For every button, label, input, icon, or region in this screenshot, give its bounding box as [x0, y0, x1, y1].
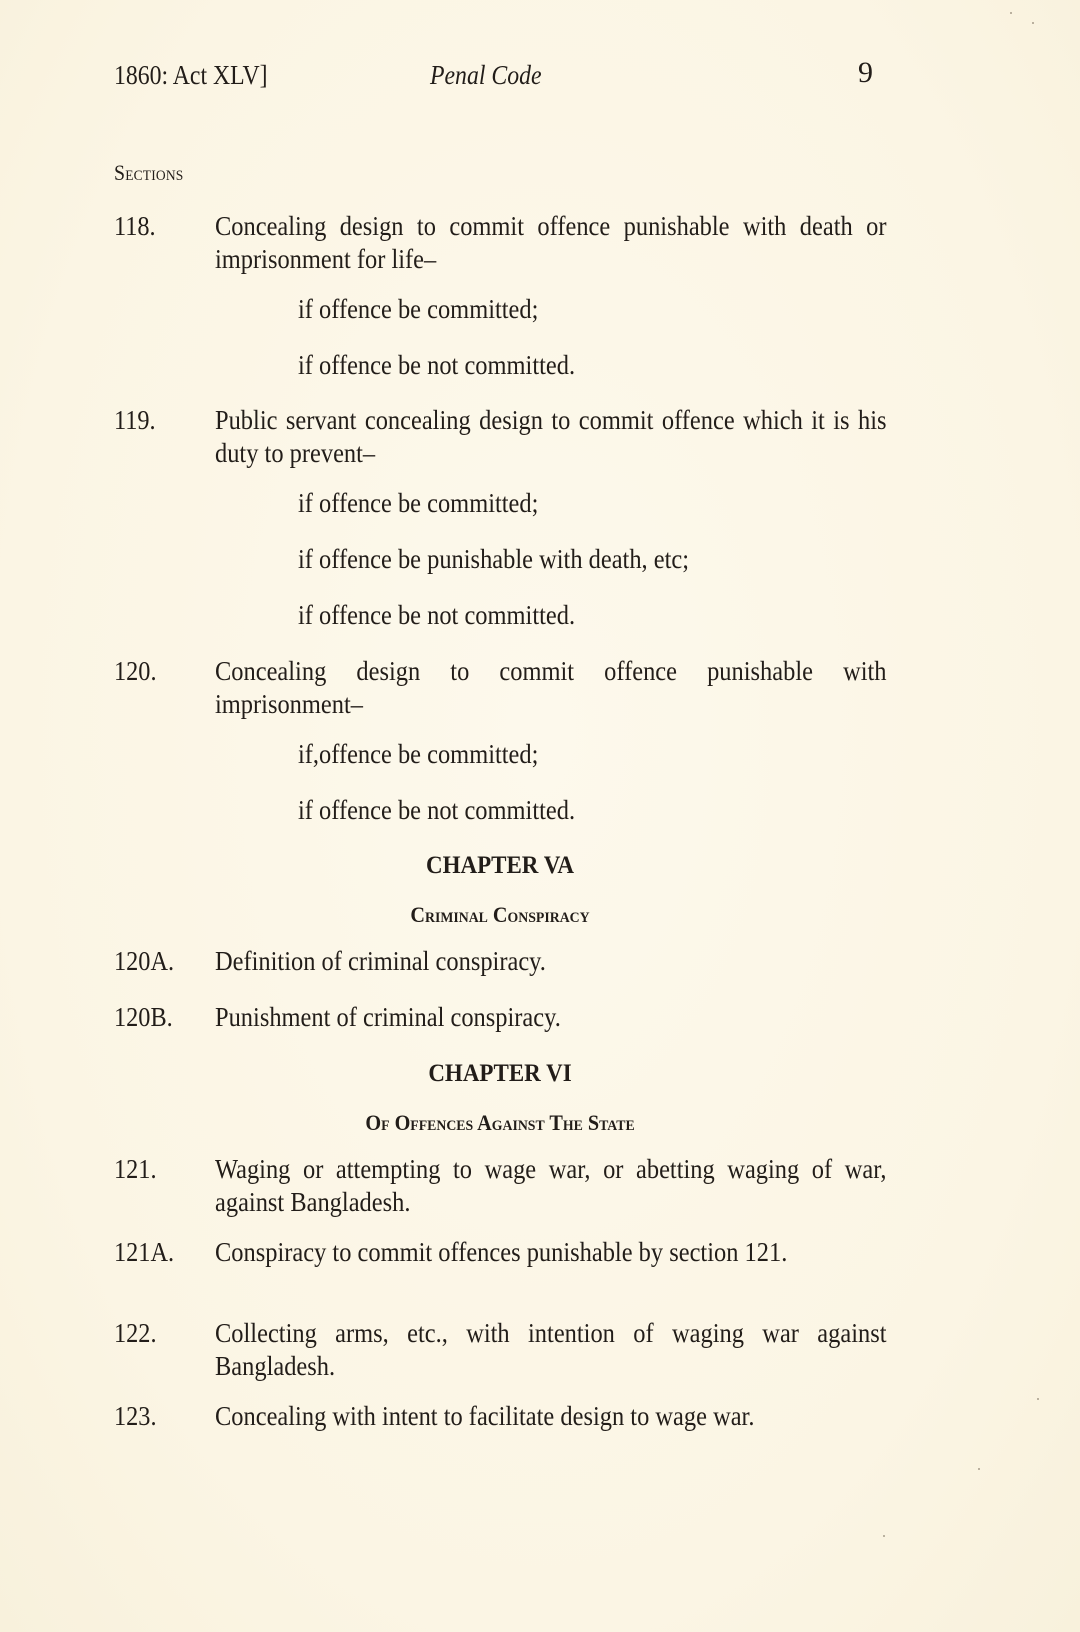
section-entry-121a: [114, 1236, 894, 1269]
section-title: Concealing with intent to facilitate design to wage war.: [215, 1401, 755, 1431]
section-number: 119.: [114, 405, 156, 435]
section-title: Collecting arms, etc., with intention of waging war against Bangladesh.: [215, 1318, 887, 1381]
act-reference: 1860: Act XLV]: [114, 60, 268, 90]
section-sub-clause: if offence be punishable with death, etc;: [298, 544, 690, 574]
section-entry-118: [114, 210, 894, 276]
section-entry-120: [114, 655, 894, 721]
sections-heading: Sections: [114, 160, 184, 185]
chapter-vi-title: CHAPTER VI: [428, 1060, 572, 1087]
section-sub-clause: if offence be not committed.: [298, 350, 576, 380]
section-title: Concealing design to commit offence punishable with death or imprisonment for life–: [215, 211, 887, 274]
section-sub-clause: if,offence be committed;: [298, 739, 539, 769]
section-number: 123.: [114, 1401, 157, 1431]
section-title: Waging or attempting to wage war, or abetting waging of war, against Bangladesh.: [215, 1154, 887, 1217]
paper-speck: [1037, 1398, 1039, 1400]
section-entry-119: [114, 404, 894, 470]
chapter-vi-subtitle: Of Offences Against The State: [365, 1110, 635, 1135]
section-number: 120B.: [114, 1002, 173, 1032]
paper-speck: [1032, 22, 1034, 24]
section-number: 120A.: [114, 946, 175, 976]
section-sub-clause: if offence be committed;: [298, 488, 539, 518]
section-number: 120.: [114, 656, 157, 686]
section-number: 122.: [114, 1318, 157, 1348]
section-title: Public servant concealing design to commit offence which it is his duty to prevent–: [215, 405, 887, 468]
book-title: Penal Code: [430, 60, 542, 90]
section-sub-clause: if offence be committed;: [298, 294, 539, 324]
running-head: [114, 56, 904, 96]
section-sub-clause: if offence be not committed.: [298, 795, 576, 825]
section-title: Concealing design to commit offence punishable with imprisonment–: [215, 656, 887, 719]
paper-speck: [1010, 12, 1012, 14]
section-number: 121.: [114, 1154, 157, 1184]
section-entry-120b: [114, 1001, 894, 1034]
section-number: 118.: [114, 211, 156, 241]
section-title: Conspiracy to commit offences punishable by section 121.: [215, 1237, 788, 1267]
paper-speck: [883, 1535, 885, 1537]
section-title: Definition of criminal conspiracy.: [215, 946, 546, 976]
section-title: Punishment of criminal conspiracy.: [215, 1002, 561, 1032]
section-number: 121A.: [114, 1237, 175, 1267]
page-number: 9: [858, 56, 873, 89]
section-sub-clause: if offence be not committed.: [298, 600, 576, 630]
section-entry-121: [114, 1153, 894, 1219]
section-entry-122: [114, 1317, 894, 1383]
section-entry-123: [114, 1400, 894, 1433]
chapter-va-subtitle: Criminal Conspiracy: [410, 902, 590, 927]
section-entry-120a: [114, 945, 894, 978]
chapter-va-title: CHAPTER VA: [425, 852, 575, 879]
paper-speck: [978, 1468, 980, 1470]
